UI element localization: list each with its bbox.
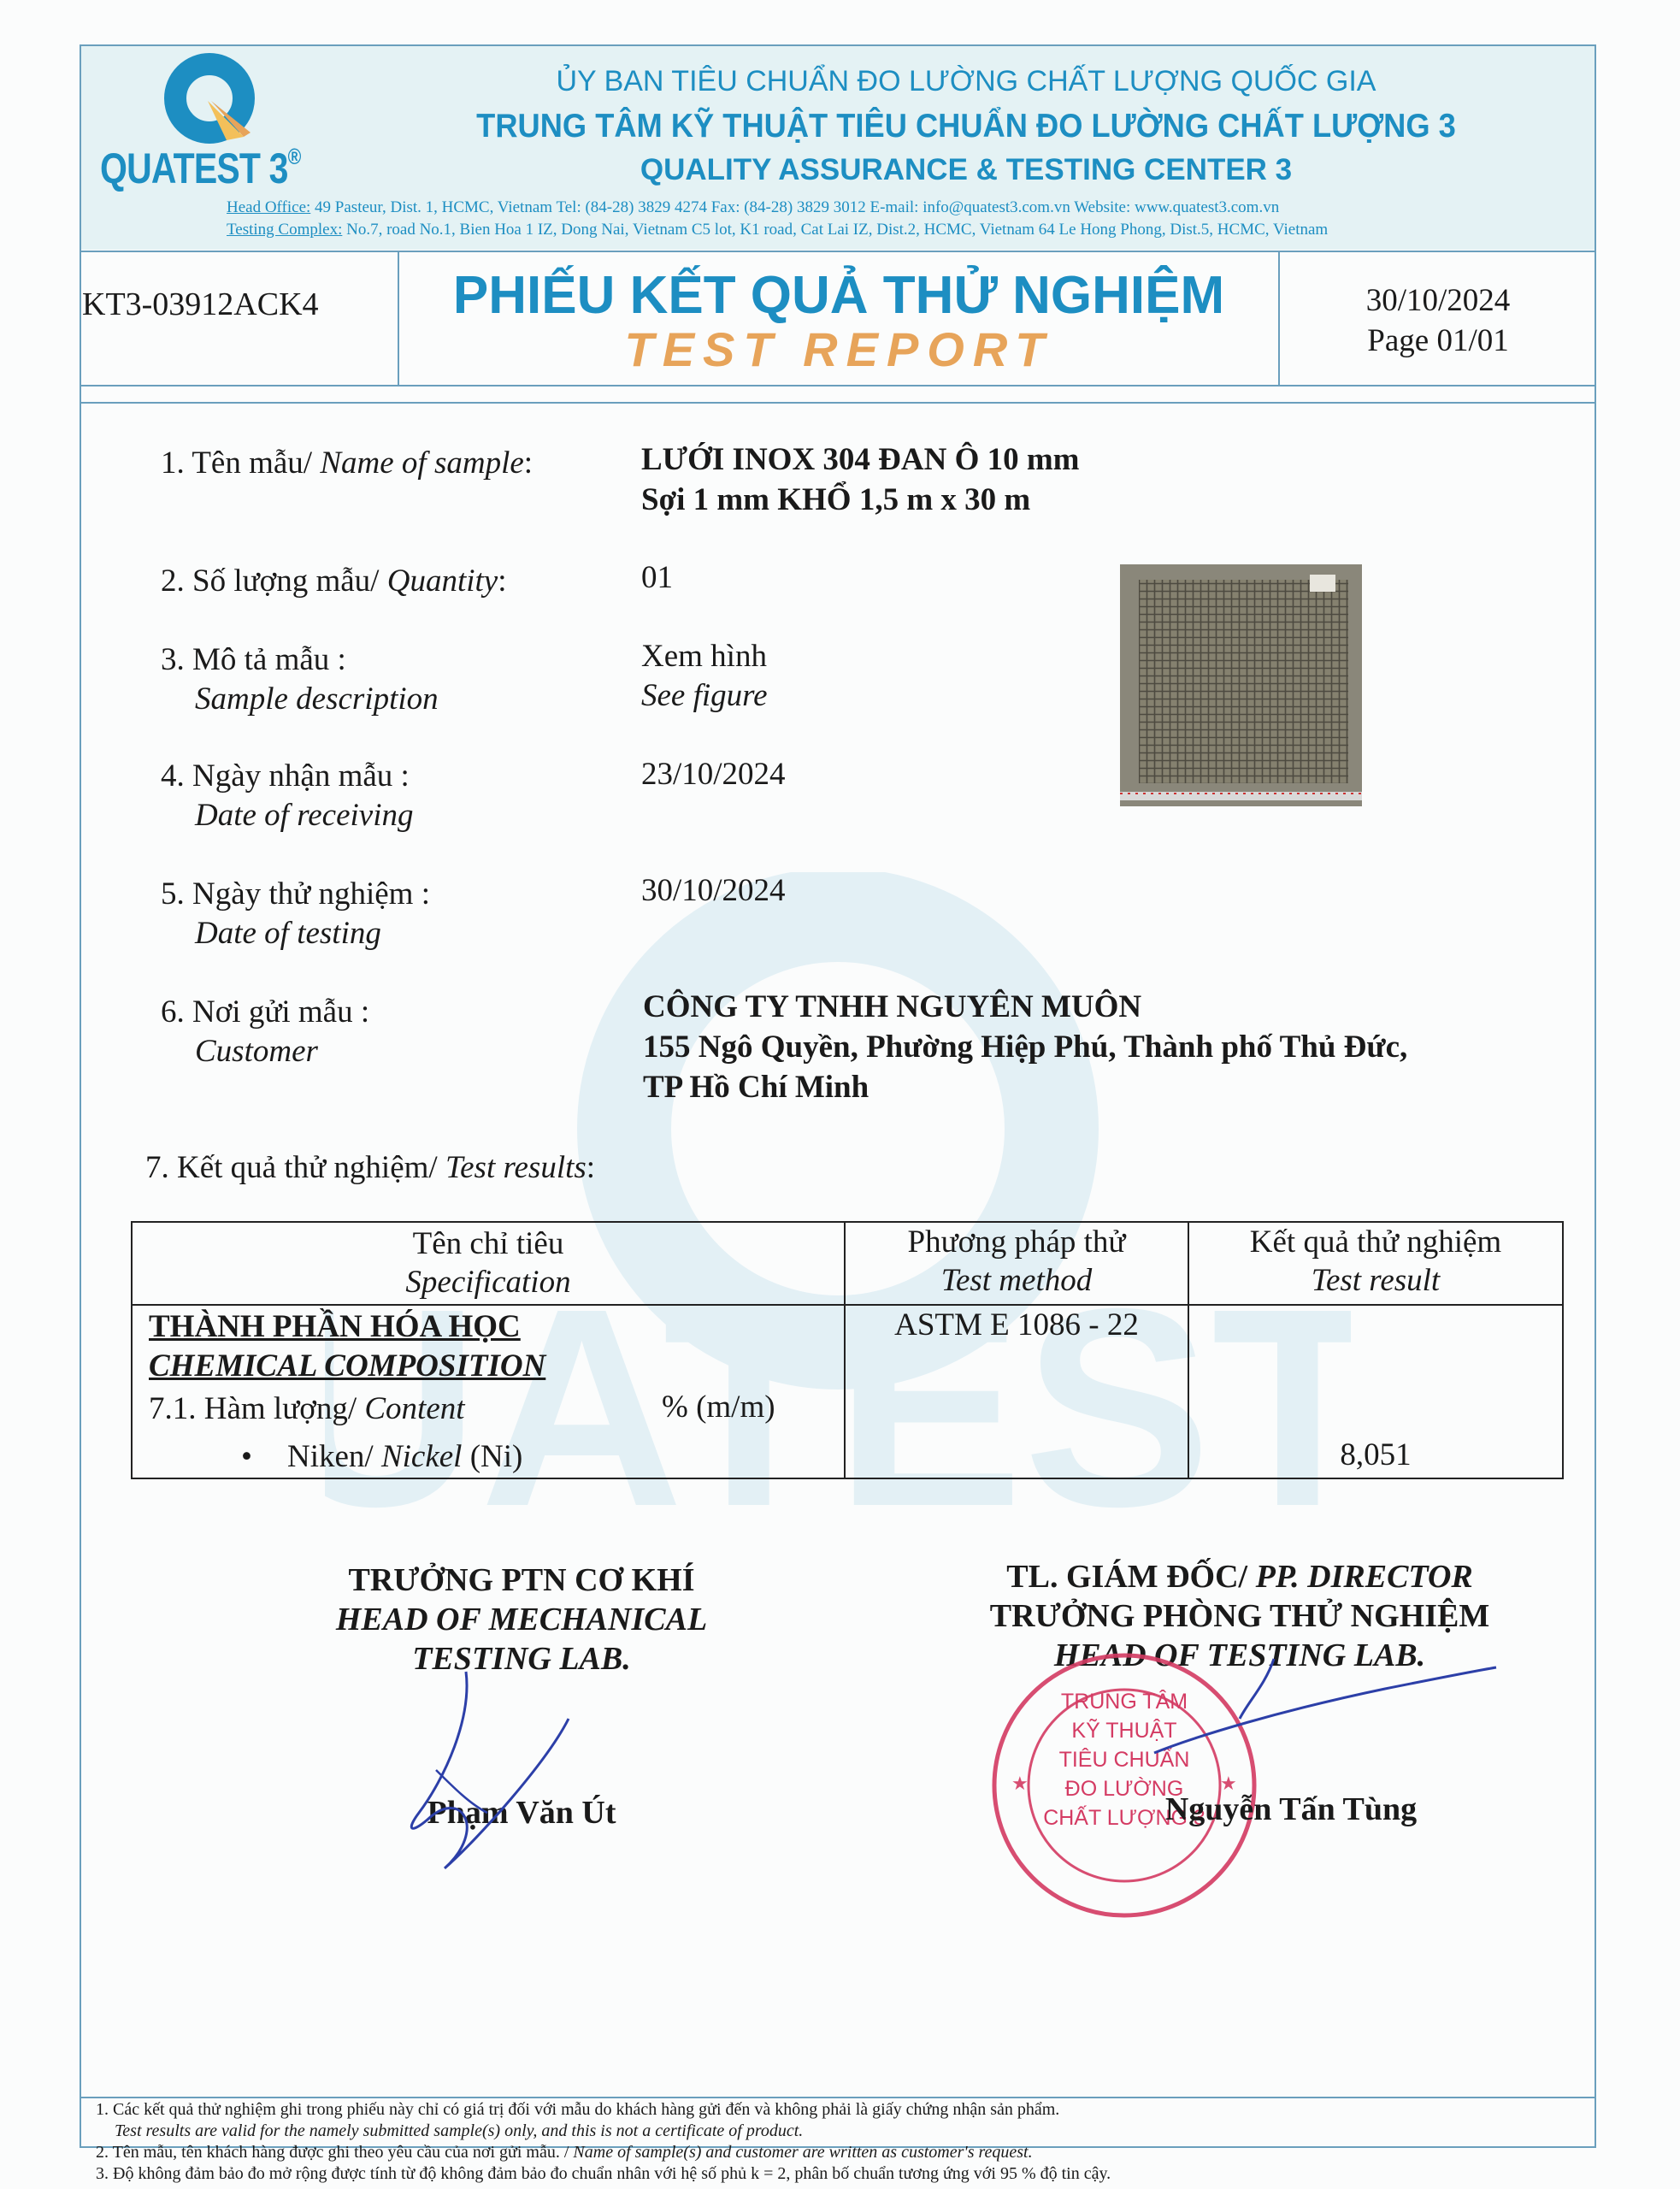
date-testing-label-vi: 5. Ngày thử nghiệm : xyxy=(161,876,430,912)
table-header-result-en: Test result xyxy=(1311,1263,1441,1298)
footnote-1: 1. Các kết quả thử nghiệm ghi trong phiếu này chỉ có giá trị đối với mẫu do khách hàng gửi đến và không phải là giấy chứng nhận sản phẩm. xyxy=(96,2100,1060,2119)
stamp-line-1: TRUNG TÂM xyxy=(1060,1690,1188,1714)
table-header-spec-en: Specification xyxy=(405,1265,571,1300)
report-title-vi: PHIẾU KẾT QUẢ THỬ NGHIỆM xyxy=(452,266,1225,325)
table-header-method-vi: Phương pháp thử xyxy=(907,1224,1126,1260)
date-receiving-label-en: Date of receiving xyxy=(195,798,414,833)
quatest-logo-icon xyxy=(98,51,321,150)
contact-line-2 xyxy=(227,221,1577,239)
sample-name-value-1: LƯỚI INOX 304 ĐAN Ô 10 mm xyxy=(641,442,1080,477)
bullet-icon: • xyxy=(241,1439,252,1474)
sample-photo xyxy=(1120,564,1362,806)
divider-title-bottom xyxy=(80,385,1596,386)
sign-right-title-2: TRƯỞNG PHÒNG THỬ NGHIỆM xyxy=(989,1598,1490,1634)
contact-line-1 xyxy=(227,198,1577,217)
quantity-label: 2. Số lượng mẫu/ Quantity: xyxy=(161,563,507,599)
test-results-label: 7. Kết quả thử nghiệm/ Test results: xyxy=(145,1150,596,1185)
customer-address-1: 155 Ngô Quyền, Phường Hiệp Phú, Thành phố Thủ Đức, xyxy=(643,1030,1408,1065)
date-receiving-value: 23/10/2024 xyxy=(641,757,786,792)
sample-description-label-en: Sample description xyxy=(195,681,439,717)
logo-registered-mark: ® xyxy=(287,144,301,169)
svg-text:QUATEST 3: UATEST xyxy=(325,1249,1351,1522)
table-header-result-vi: Kết quả thử nghiệm xyxy=(1249,1224,1502,1260)
sign-right-title-3: HEAD OF TESTING LAB. xyxy=(1053,1637,1426,1673)
date-testing-value: 30/10/2024 xyxy=(641,873,786,908)
signature-right xyxy=(1146,1650,1505,1770)
contact-label-1: Head Office: xyxy=(227,198,311,216)
divider-title-bottom-2 xyxy=(80,402,1596,404)
org-line-3: QUALITY ASSURANCE & TESTING CENTER 3 xyxy=(640,153,1293,186)
sign-right-title-1: TL. GIÁM ĐỐC/ PP. DIRECTOR xyxy=(1006,1559,1473,1595)
sample-name-label: 1. Tên mẫu/ Name of sample: xyxy=(161,445,533,481)
sign-right-name: Nguyễn Tấn Tùng xyxy=(1164,1791,1418,1827)
contact-text-1: 49 Pasteur, Dist. 1, HCMC, Vietnam Tel: (84-28) 3829 4274 Fax: (84-28) 3829 3012 E-mail: info@quatest3.com.vn Website: www.quatest3.com.vn xyxy=(310,198,1280,216)
sample-description-value-vi: Xem hình xyxy=(641,639,767,674)
stamp-line-3: TIÊU CHUẨN xyxy=(1058,1748,1190,1772)
table-row-unit: % (m/m) xyxy=(662,1390,775,1425)
customer-address-2: TP Hồ Chí Minh xyxy=(643,1070,869,1105)
table-method-value: ASTM E 1086 - 22 xyxy=(894,1307,1139,1342)
logo xyxy=(98,51,321,197)
sample-name-value-2: Sợi 1 mm KHỔ 1,5 m x 30 m xyxy=(641,482,1031,517)
logo-text: QUATEST 3 xyxy=(100,145,288,192)
sign-left-title-3: TESTING LAB. xyxy=(412,1641,631,1677)
stamp-line-2: KỸ THUẬT xyxy=(1071,1719,1177,1743)
quantity-value: 01 xyxy=(641,560,673,595)
contact-text-2: No.7, road No.1, Bien Hoa 1 IZ, Dong Nai, Vietnam C5 lot, K1 road, Cat Lai IZ, Dist.2, HCMC, Vietnam 64 Le Hong Phong, Dist.5, HCMC, Vietnam xyxy=(342,221,1329,239)
footer-divider xyxy=(80,2097,1596,2098)
report-page: Page 01/01 xyxy=(1367,323,1509,358)
sign-left-title-2: HEAD OF MECHANICAL xyxy=(335,1602,708,1637)
table-header-spec-vi: Tên chỉ tiêu xyxy=(412,1226,564,1261)
customer-name: CÔNG TY TNHH NGUYÊN MUÔN xyxy=(643,989,1142,1024)
footnote-1-en: Test results are valid for the namely submitted sample(s) only, and this is not a certificate of product. xyxy=(115,2121,804,2140)
report-date: 30/10/2024 xyxy=(1365,283,1511,318)
date-testing-label-en: Date of testing xyxy=(195,916,381,951)
stamp-line-4: ĐO LƯỜNG xyxy=(1064,1777,1184,1801)
table-header-divider xyxy=(131,1304,1564,1306)
customer-label-vi: 6. Nơi gửi mẫu : xyxy=(161,994,370,1030)
svg-text:★: ★ xyxy=(1220,1773,1237,1794)
stamp-line-5: CHẤT LƯỢNG 3 xyxy=(1043,1806,1205,1830)
table-row-nickel xyxy=(241,1438,252,1475)
table-row-nickel-label: Niken/ Nickel (Ni) xyxy=(287,1439,523,1474)
divider-top xyxy=(80,251,1596,252)
report-code: KT3-03912ACK4 xyxy=(82,286,319,322)
sign-left-title-1: TRƯỞNG PTN CƠ KHÍ xyxy=(348,1562,695,1598)
customer-label-en: Customer xyxy=(195,1034,318,1069)
org-line-1: ỦY BAN TIÊU CHUẨN ĐO LƯỜNG CHẤT LƯỢNG QUỐC GIA xyxy=(556,65,1376,97)
report-title-en: TEST REPORT xyxy=(624,322,1053,376)
date-receiving-label-vi: 4. Ngày nhận mẫu : xyxy=(161,758,410,794)
table-row-nickel-result: 8,051 xyxy=(1340,1437,1412,1472)
contact-label-2: Testing Complex: xyxy=(227,221,343,239)
table-group-vi: THÀNH PHẦN HÓA HỌC xyxy=(149,1309,521,1344)
sample-description-label-vi: 3. Mô tả mẫu : xyxy=(161,642,346,677)
footnote-2: 2. Tên mẫu, tên khách hàng được ghi theo yêu cầu của nơi gửi mẫu. / Name of sample(s) and customer are written as customer's request. xyxy=(96,2143,1033,2162)
signature-left xyxy=(376,1667,633,1890)
table-header-method-en: Test method xyxy=(940,1263,1093,1298)
table-group-en: CHEMICAL COMPOSITION xyxy=(149,1348,546,1384)
org-line-2: TRUNG TÂM KỸ THUẬT TIÊU CHUẨN ĐO LƯỜNG CHẤT LƯỢNG 3 xyxy=(476,108,1456,145)
svg-text:★: ★ xyxy=(1011,1773,1029,1794)
footnote-3: 3. Độ không đảm bảo đo mở rộng được tính từ độ không đảm bảo đo chuẩn nhân với hệ số phủ k = 2, phân bố chuẩn tương ứng với 95 % độ tin cậy. xyxy=(96,2164,1111,2183)
table-row-content: 7.1. Hàm lượng/ Content xyxy=(149,1391,465,1426)
sign-left-name: Phạm Văn Út xyxy=(427,1795,616,1831)
sample-description-value-en: See figure xyxy=(641,678,768,713)
